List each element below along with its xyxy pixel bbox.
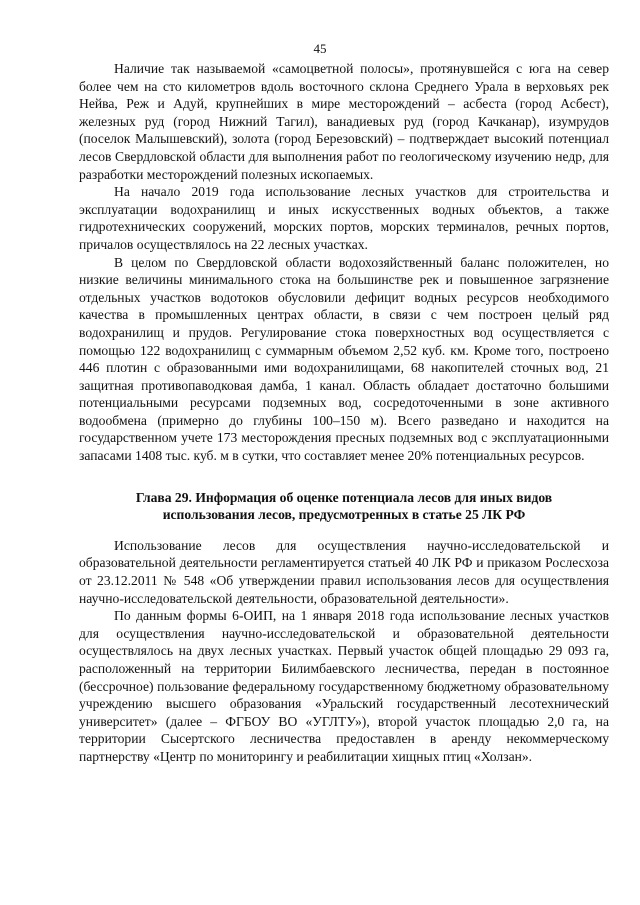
document-body (79, 60, 609, 766)
page-number: 45 (313, 41, 327, 56)
chapter-heading-line-2: использования лесов, предусмотренных в статье 25 ЛК РФ (162, 507, 526, 523)
paragraph-reservoirs-usage: На начало 2019 года использование лесных участков для строительства и эксплуатации водохранилищ и иных искусственных водных объектов, а также гидротехнических сооружений, морских портов, морских терминалов, речных портов, причалов осуществлялось на 22 лесных участках. (79, 184, 609, 252)
chapter-heading (79, 489, 609, 524)
paragraph-self-gem-belt: Наличие так называемой «самоцветной полосы», протянувшейся с юга на север более чем на сто километров вдоль восточного склона Среднего Урала в верховьях рек Нейва, Реж и Адуй, крупнейших в мире месторождений – асбеста (город Асбест), железных руд (город Нижний Тагил), ванадиевых руд (город Качканар), изумрудов (поселок Малышевский), золота (город Березовский) – подтверждает высокий потенциал лесов Свердловской области для выполнения работ по геологическому изучению недр, для разработки месторождений полезных ископаемых. (79, 61, 609, 182)
paragraph-water-balance: В целом по Свердловской области водохозяйственный баланс положителен, но низкие величины минимального стока на большинстве рек и повышенное загрязнение отдельных участков водотоков обусловили дефицит водных ресурсов необходимого качества в промышленных центрах области, в связи с чем построен целый ряд водохранилищ и прудов. Регулирование стока поверхностных вод осуществляется с помощью 122 водохранилищ с суммарным объемом 2,52 куб. км. Кроме того, построено 446 плотин с образованными ими водохранилищами, 68 накопителей сточных вод, 21 защитная противопаводковая дамба, 1 канал. Область обладает достаточно большими потенциальными ресурсами подземных вод, сосредоточенными в зоне активного водообмена (примерно до глубины 100–150 м). Всего разведано и находится на государственном учете 173 месторождения пресных подземных вод с эксплуатационными запасами 1408 тыс. куб. м в сутки, что составляет менее 20% потенциальных ресурсов. (79, 254, 609, 464)
chapter-heading-line-1: Глава 29. Информация об оценке потенциала лесов для иных видов (135, 489, 553, 505)
paragraph-research-plots: По данным формы 6-ОИП, на 1 января 2018 года использование лесных участков для осуществления научно-исследовательской и образовательной деятельности осуществлялось на двух лесных участках. Первый участок общей площадью 29 093 га, расположенный на территории Билимбаевского лесничества, передан в постоянное (бессрочное) пользование федеральному государственному бюджетному образовательному учреждению высшего образования «Уральский государственный лесотехнический университет» (далее – ФГБОУ ВО «УГЛТУ»), второй участок площадью 2,0 га, на территории Сысертского лесничества предоставлен в аренду некоммерческому партнерству «Центр по мониторингу и реабилитации хищных птиц «Холзан». (79, 608, 609, 764)
paragraph-research-regulation: Использование лесов для осуществления научно-исследовательской и образовательной деятельности регламентируется статьей 40 ЛК РФ и приказом Рослесхоза от 23.12.2011 № 548 «Об утверждении правил использования лесов для осуществления научно-исследовательской деятельности, образовательной деятельности». (79, 537, 609, 606)
